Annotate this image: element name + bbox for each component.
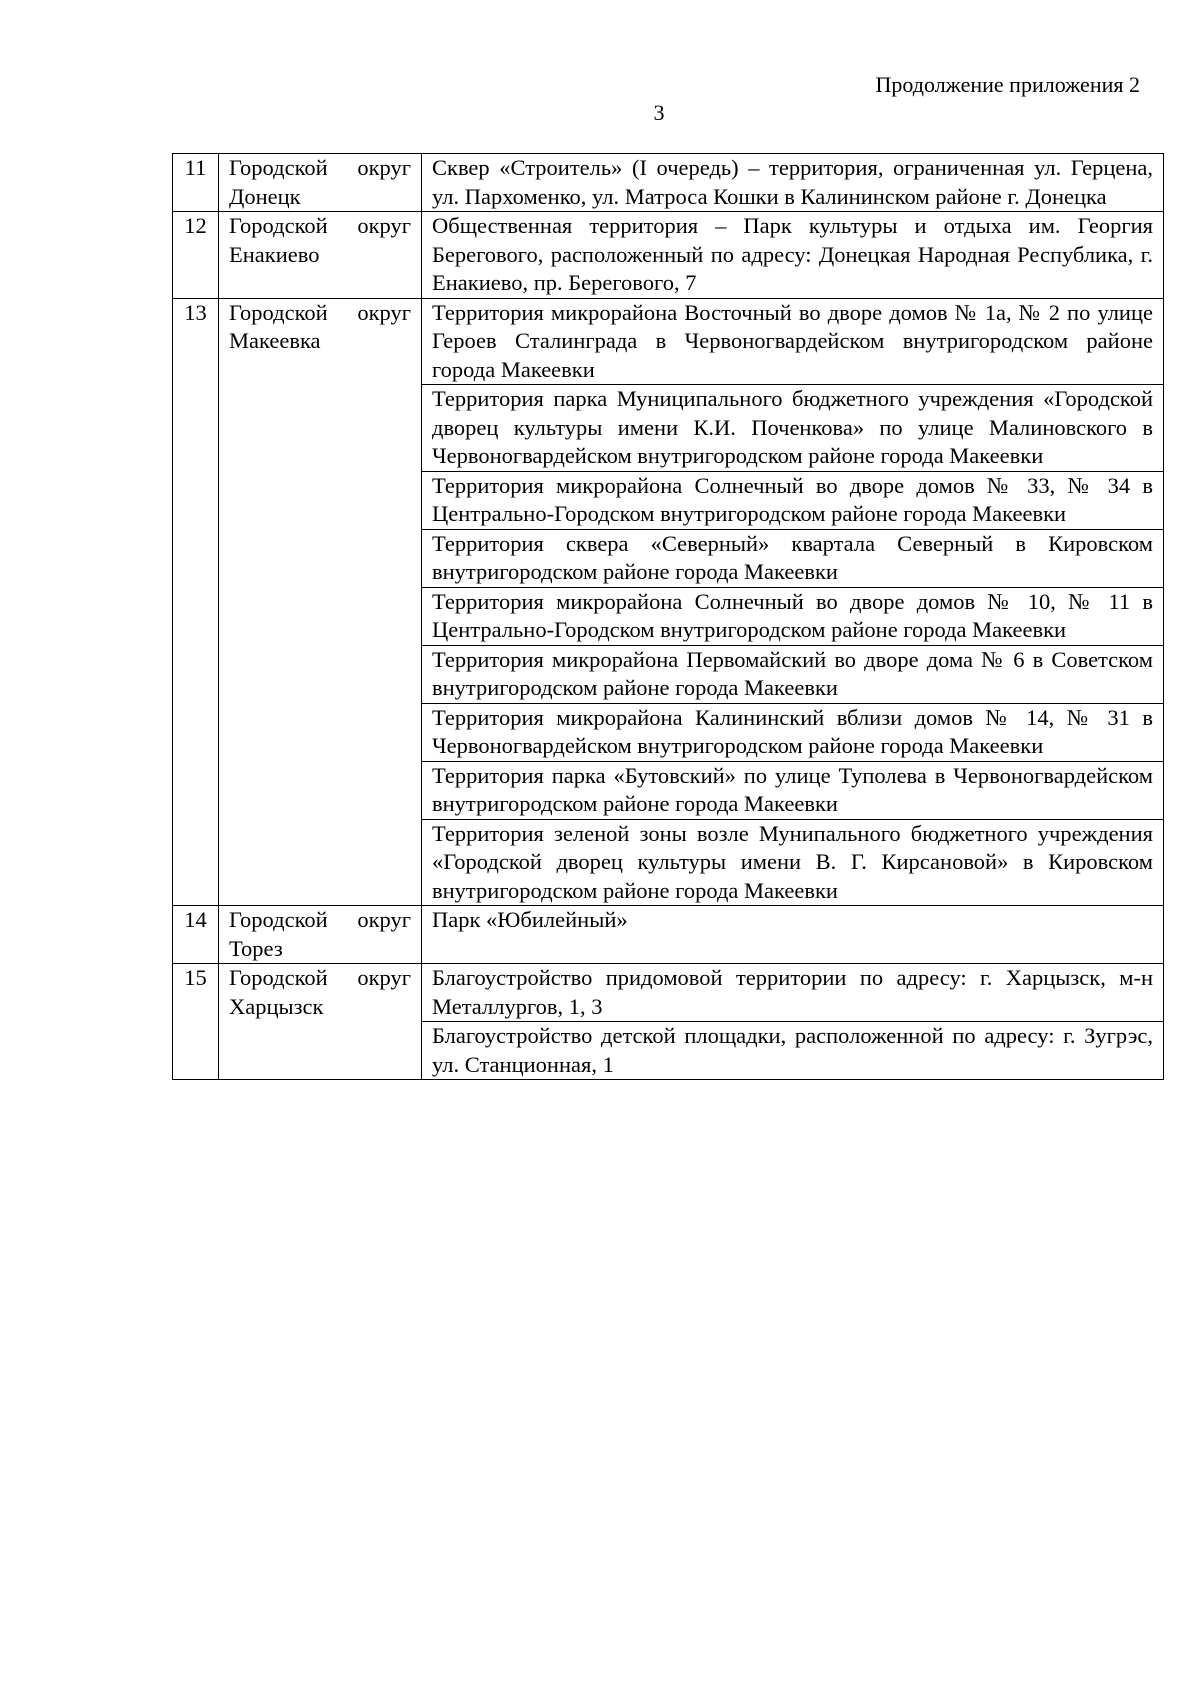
table-row [173, 906, 1164, 964]
territory-description: Общественная территория – Парк культуры и отдыха им. Георгия Берегового, расположенный по адресу: Донецкая Народная Республика, г. Енакиево, пр. Берегового, 7 [422, 212, 1164, 299]
district-name: Городской округ Макеевка [219, 298, 422, 906]
table-row [173, 212, 1164, 299]
row-number: 12 [173, 212, 219, 299]
appendix-continuation-note: Продолжение приложения 2 [875, 72, 1140, 97]
territory-description: Территория парка «Бутовский» по улице Туполева в Червоногвардейском внутригородском районе города Макеевки [422, 761, 1164, 819]
territory-description: Территория сквера «Северный» квартала Северный в Кировском внутригородском районе города Макеевки [422, 529, 1164, 587]
territory-description: Благоустройство придомовой территории по адресу: г. Харцызск, м-н Металлургов, 1, 3 [422, 964, 1164, 1022]
table-row [173, 298, 1164, 385]
territory-description: Территория микрорайона Первомайский во дворе дома № 6 в Советском внутригородском районе города Макеевки [422, 645, 1164, 703]
territory-description: Территория микрорайона Солнечный во дворе домов № 10, № 11 в Центрально-Городском внутригородском районе города Макеевки [422, 587, 1164, 645]
district-name: Городской округ Торез [219, 906, 422, 964]
table-row [173, 964, 1164, 1022]
row-number: 15 [173, 964, 219, 1080]
territory-description: Территория микрорайона Калининский вблизи домов № 14, № 31 в Червоногвардейском внутригородском районе города Макеевки [422, 703, 1164, 761]
row-number: 11 [173, 154, 219, 212]
page-number: 3 [653, 100, 665, 125]
district-name: Городской округ Енакиево [219, 212, 422, 299]
district-name: Городской округ Донецк [219, 154, 422, 212]
district-name: Городской округ Харцызск [219, 964, 422, 1080]
territory-description: Сквер «Строитель» (I очередь) – территория, ограниченная ул. Герцена, ул. Пархоменко, ул. Матроса Кошки в Калининском районе г. Донецка [422, 154, 1164, 212]
territory-description: Территория парка Муниципального бюджетного учреждения «Городской дворец культуры имени К.И. Поченкова» по улице Малиновского в Червоногвардейском внутригородском районе города Макеевки [422, 385, 1164, 472]
row-number: 14 [173, 906, 219, 964]
territory-description: Территория зеленой зоны возле Мунипального бюджетного учреждения «Городской дворец культуры имени В. Г. Кирсановой» в Кировском внутригородском районе города Макеевки [422, 819, 1164, 906]
table-row [173, 154, 1164, 212]
territory-description: Территория микрорайона Восточный во дворе домов № 1а, № 2 по улице Героев Сталинграда в Червоногвардейском внутригородском районе города Макеевки [422, 298, 1164, 385]
row-number: 13 [173, 298, 219, 906]
territory-description: Парк «Юбилейный» [422, 906, 1164, 964]
territories-table [172, 153, 1164, 1080]
territory-description: Территория микрорайона Солнечный во дворе домов № 33, № 34 в Центрально-Городском внутригородском районе города Макеевки [422, 471, 1164, 529]
territory-description: Благоустройство детской площадки, расположенной по адресу: г. Зугрэс, ул. Станционная, 1 [422, 1022, 1164, 1080]
